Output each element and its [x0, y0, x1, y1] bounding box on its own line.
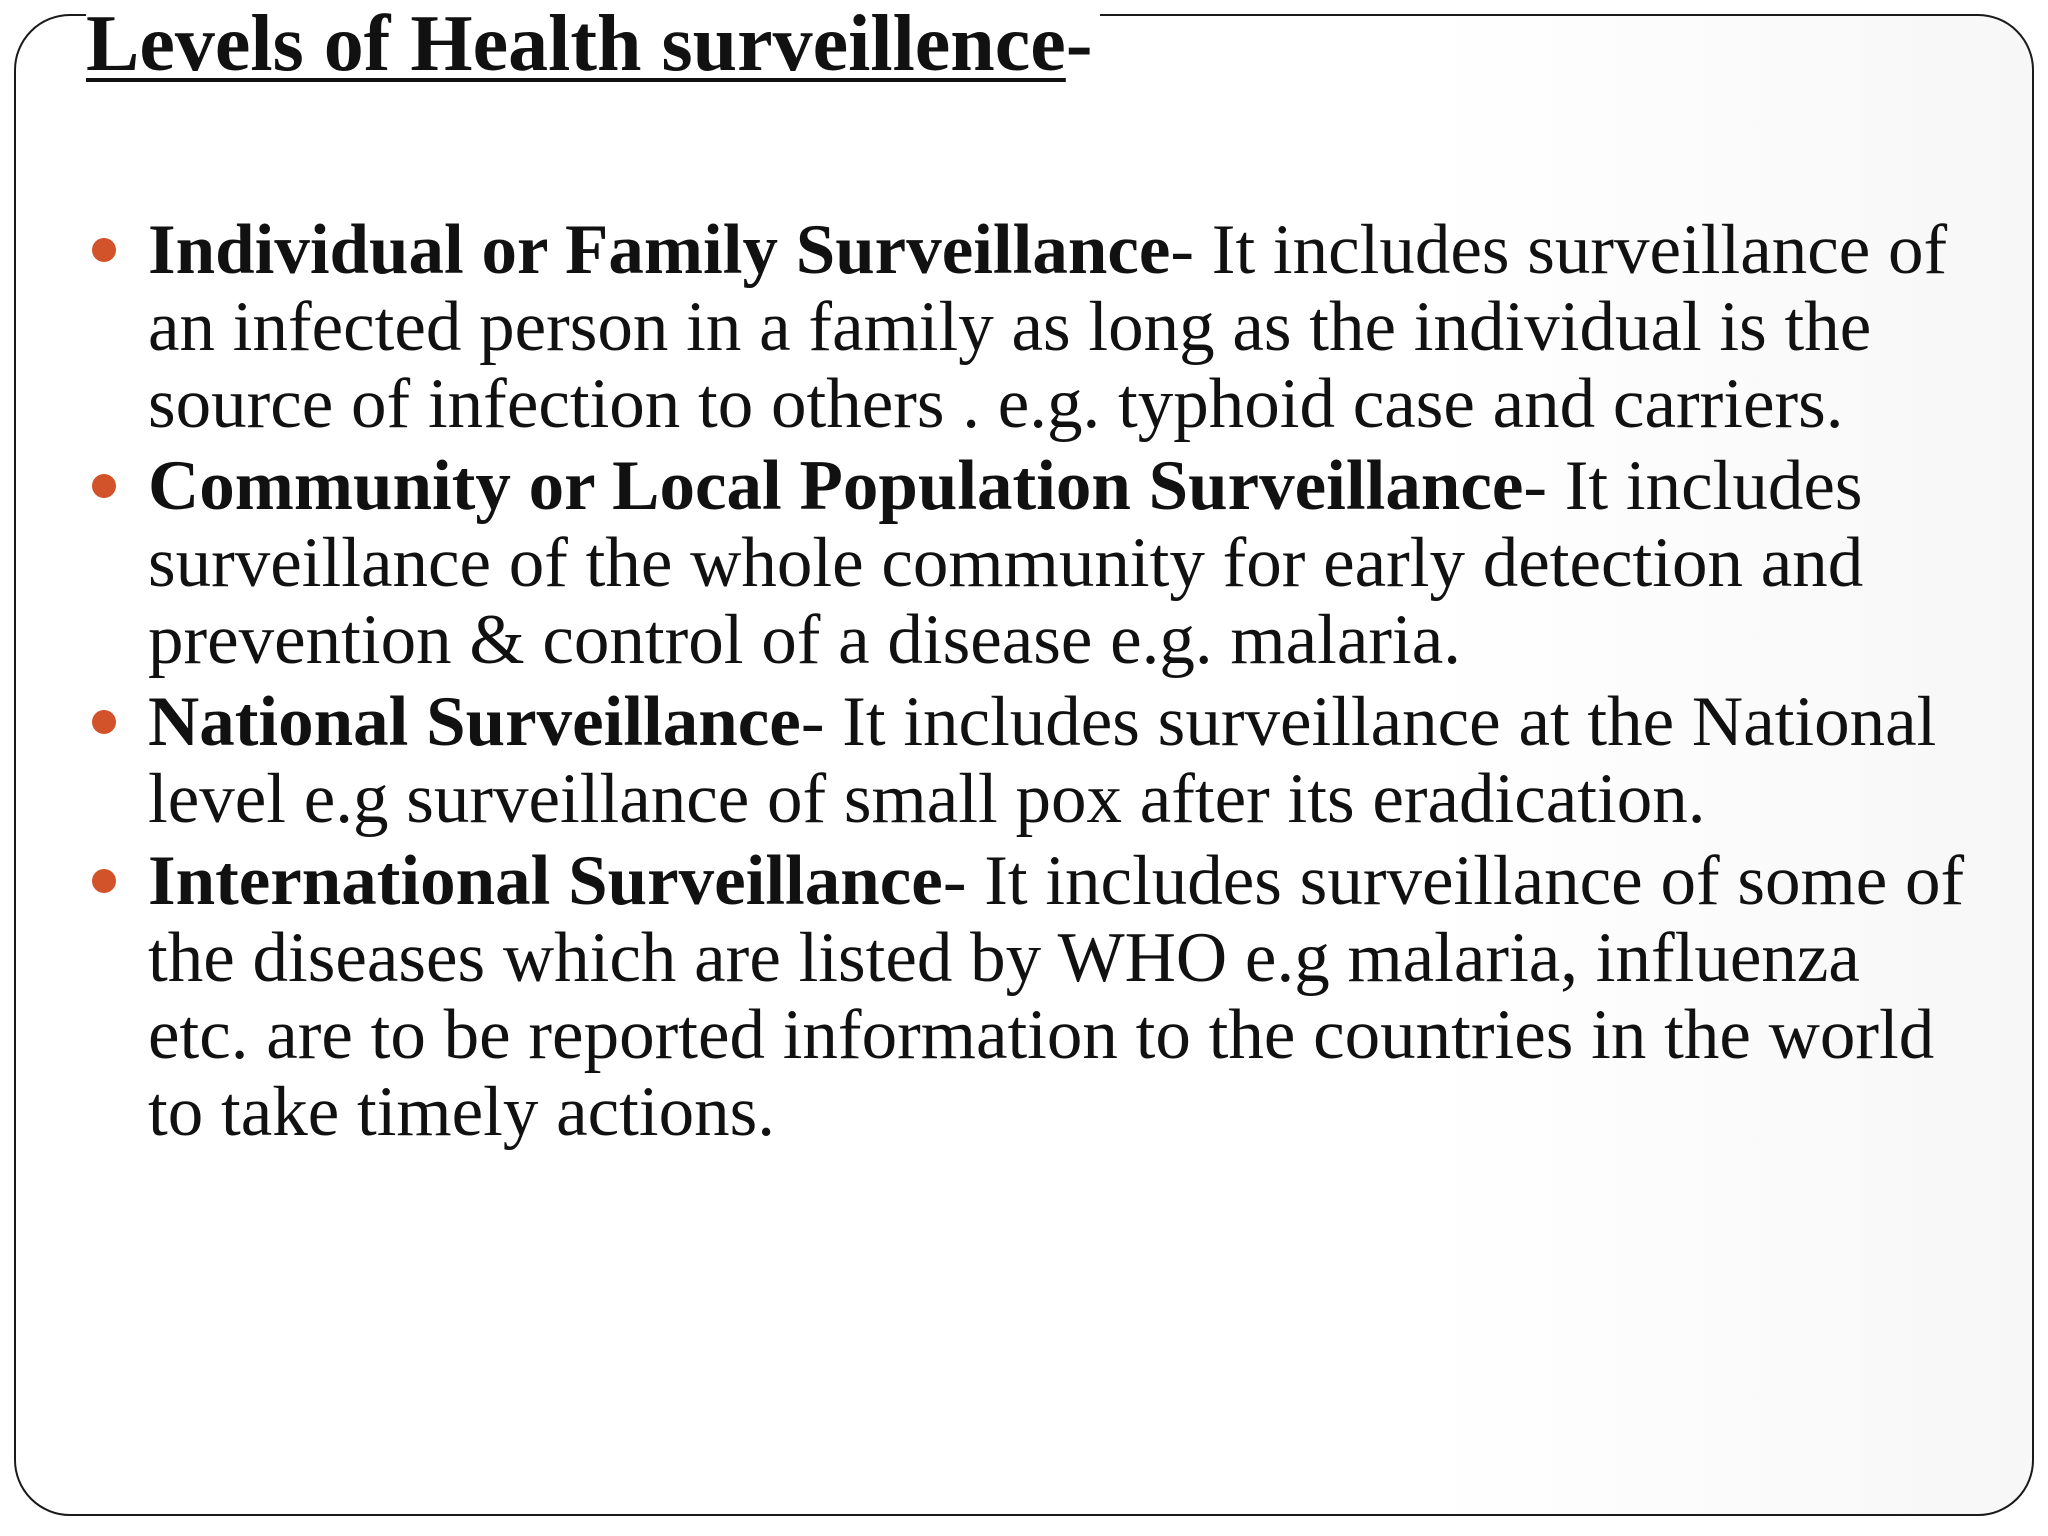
list-item [90, 212, 1970, 443]
list-item [90, 684, 1970, 838]
slide-title-suffix: - [1065, 0, 1093, 88]
bullet-dot-icon [92, 869, 116, 893]
bullet-text: - It includes surveillance at the National level e.g surveillance of small pox after its eradication. [148, 683, 1937, 838]
bullet-dot-icon [92, 238, 116, 262]
slide-title [86, 0, 1100, 94]
bullet-term: International Surveillance [148, 842, 943, 920]
list-item [90, 843, 1970, 1151]
bullet-term: National Surveillance [148, 683, 801, 761]
bullet-text: - It includes surveillance of some of the diseases which are listed by WHO e.g malaria, influenza etc. are to be reported information to the countries in the world to take timely actions. [148, 842, 1965, 1151]
bullet-text: - It includes surveillance of an infected person in a family as long as the individual is the source of infection to others . e.g. typhoid case and carriers. [148, 211, 1948, 443]
bullet-dot-icon [92, 474, 116, 498]
list-item [90, 448, 1970, 679]
bullet-text: - It includes surveillance of the whole community for early detection and prevention & control of a disease e.g. malaria. [148, 447, 1864, 679]
bullet-list [90, 212, 1970, 1156]
bullet-term: Community or Local Population Surveillance [148, 447, 1524, 525]
bullet-term: Individual or Family Surveillance [148, 211, 1171, 289]
bullet-dot-icon [92, 710, 116, 734]
slide-title-text: Levels of Health surveillence [86, 0, 1066, 88]
